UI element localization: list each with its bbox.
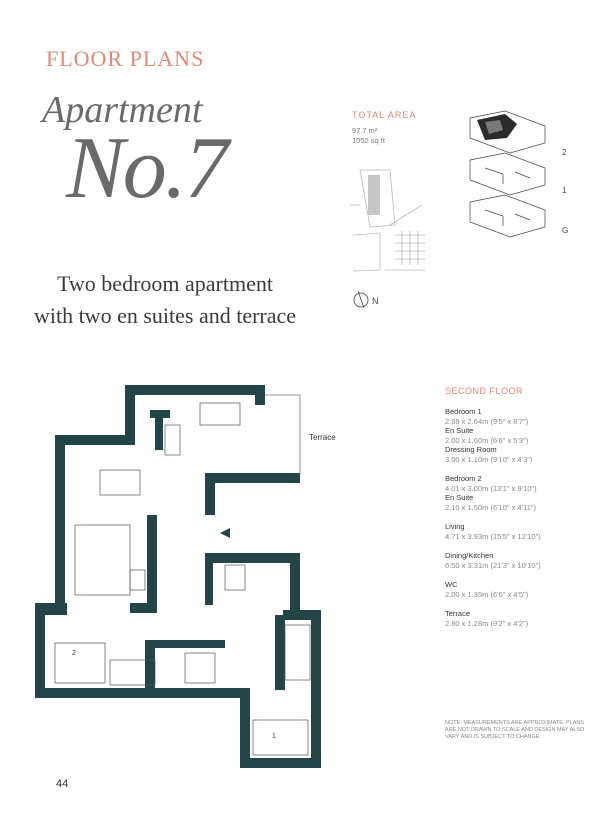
- wall: [275, 615, 285, 690]
- site-plan-map: [350, 165, 428, 275]
- level-stack-diagram: [455, 108, 555, 253]
- room-name: Dining/Kitchen: [445, 551, 494, 560]
- bedroom-1-label: 1: [272, 733, 276, 740]
- room-group-dining: [445, 551, 585, 570]
- level-label-2: 2: [562, 148, 567, 157]
- room-dims: 2.80 x 1.28m (9'2" x 4'2"): [445, 618, 529, 628]
- wall: [155, 640, 225, 648]
- kitchen-island: [75, 525, 130, 595]
- sink-unit: [130, 570, 145, 590]
- room-dims: 2.10 x 1.50m (6'10" x 4'11"): [445, 502, 537, 512]
- wall: [125, 385, 255, 395]
- wall: [55, 435, 65, 605]
- room-group-bedroom-1: [445, 407, 585, 464]
- wall: [311, 615, 321, 768]
- wall: [155, 410, 163, 450]
- total-area-sqm: 97.7 m²: [352, 126, 378, 135]
- room-dims: 6.50 x 3.31m (21'3" x 10'10"): [445, 560, 541, 570]
- wall: [147, 515, 157, 613]
- wall: [240, 758, 320, 768]
- room-group-wc: [445, 580, 585, 599]
- wall: [205, 473, 300, 483]
- wall: [240, 688, 250, 768]
- wc-pan: [225, 565, 245, 590]
- room-name: En Suite: [445, 493, 474, 502]
- disclaimer-note: NOTE: MEASUREMENTS ARE APPROXIMATE. PLANS ARE NOT DRAWN TO SCALE AND DESIGN MAY ALSO VARY AND IS SUBJECT TO CHANGE.: [445, 720, 585, 740]
- terrace-label: Terrace: [309, 433, 336, 442]
- floor-title: SECOND FLOOR: [445, 386, 524, 396]
- floor-plan: [35, 385, 335, 770]
- level-label-g: G: [562, 226, 569, 235]
- wall: [205, 553, 300, 563]
- room-name: WC: [445, 580, 458, 589]
- total-area-title: TOTAL AREA: [352, 110, 417, 120]
- bed-1: [253, 720, 308, 755]
- room-schedule: [445, 407, 585, 638]
- wall: [205, 563, 213, 605]
- room-dims: 4.01 x 3.00m (13'1" x 9'10"): [445, 483, 537, 493]
- bedroom-2-label: 2: [72, 650, 76, 657]
- bed-2: [55, 643, 105, 683]
- apartment-number: No.7: [66, 120, 227, 217]
- apartment-word: Apartment: [42, 89, 203, 131]
- subtitle: [0, 268, 330, 332]
- room-dims: 2.00 x 1.35m (6'6" x 4'5"): [445, 589, 529, 599]
- north-arrow-icon: [352, 288, 372, 310]
- room-dims: 3.00 x 1.10m (9'10" x 4'3"): [445, 454, 533, 464]
- room-name: Living: [445, 522, 465, 531]
- wall: [145, 640, 155, 690]
- dressing-rail: [285, 625, 310, 680]
- subtitle-line-1: Two bedroom apartment: [57, 271, 273, 296]
- sofa: [200, 403, 240, 425]
- north-label: N: [372, 296, 379, 306]
- wall: [290, 560, 300, 615]
- room-name: En Suite: [445, 426, 474, 435]
- entrance-arrow-icon: [220, 528, 230, 538]
- wall: [55, 435, 135, 445]
- room-name: Bedroom 1: [445, 407, 482, 416]
- wall: [35, 688, 240, 698]
- total-area-sqft: 1052 sq ft: [352, 136, 385, 145]
- subtitle-line-2: with two en suites and terrace: [33, 303, 297, 328]
- room-group-living: [445, 522, 585, 541]
- room-group-bedroom-2: [445, 474, 585, 512]
- dining-table: [100, 470, 140, 495]
- level-label-1: 1: [562, 186, 567, 195]
- wall: [283, 610, 321, 620]
- room-name: Dressing Room: [445, 445, 497, 454]
- room-name: Bedroom 2: [445, 474, 482, 483]
- room-group-terrace: [445, 609, 585, 628]
- wall: [255, 385, 265, 405]
- room-name: Terrace: [445, 609, 471, 618]
- bath: [185, 653, 215, 683]
- room-dims: 2.88 x 2.64m (9'5" x 8'7"): [445, 416, 529, 426]
- room-dims: 4.71 x 3.93m (15'5" x 12'10"): [445, 531, 541, 541]
- armchair: [165, 425, 180, 455]
- section-title: FLOOR PLANS: [46, 46, 205, 71]
- wall: [130, 603, 155, 613]
- page-number: 44: [56, 778, 69, 790]
- room-dims: 2.00 x 1.60m (6'6" x 5'3"): [445, 435, 529, 445]
- wall: [35, 603, 45, 698]
